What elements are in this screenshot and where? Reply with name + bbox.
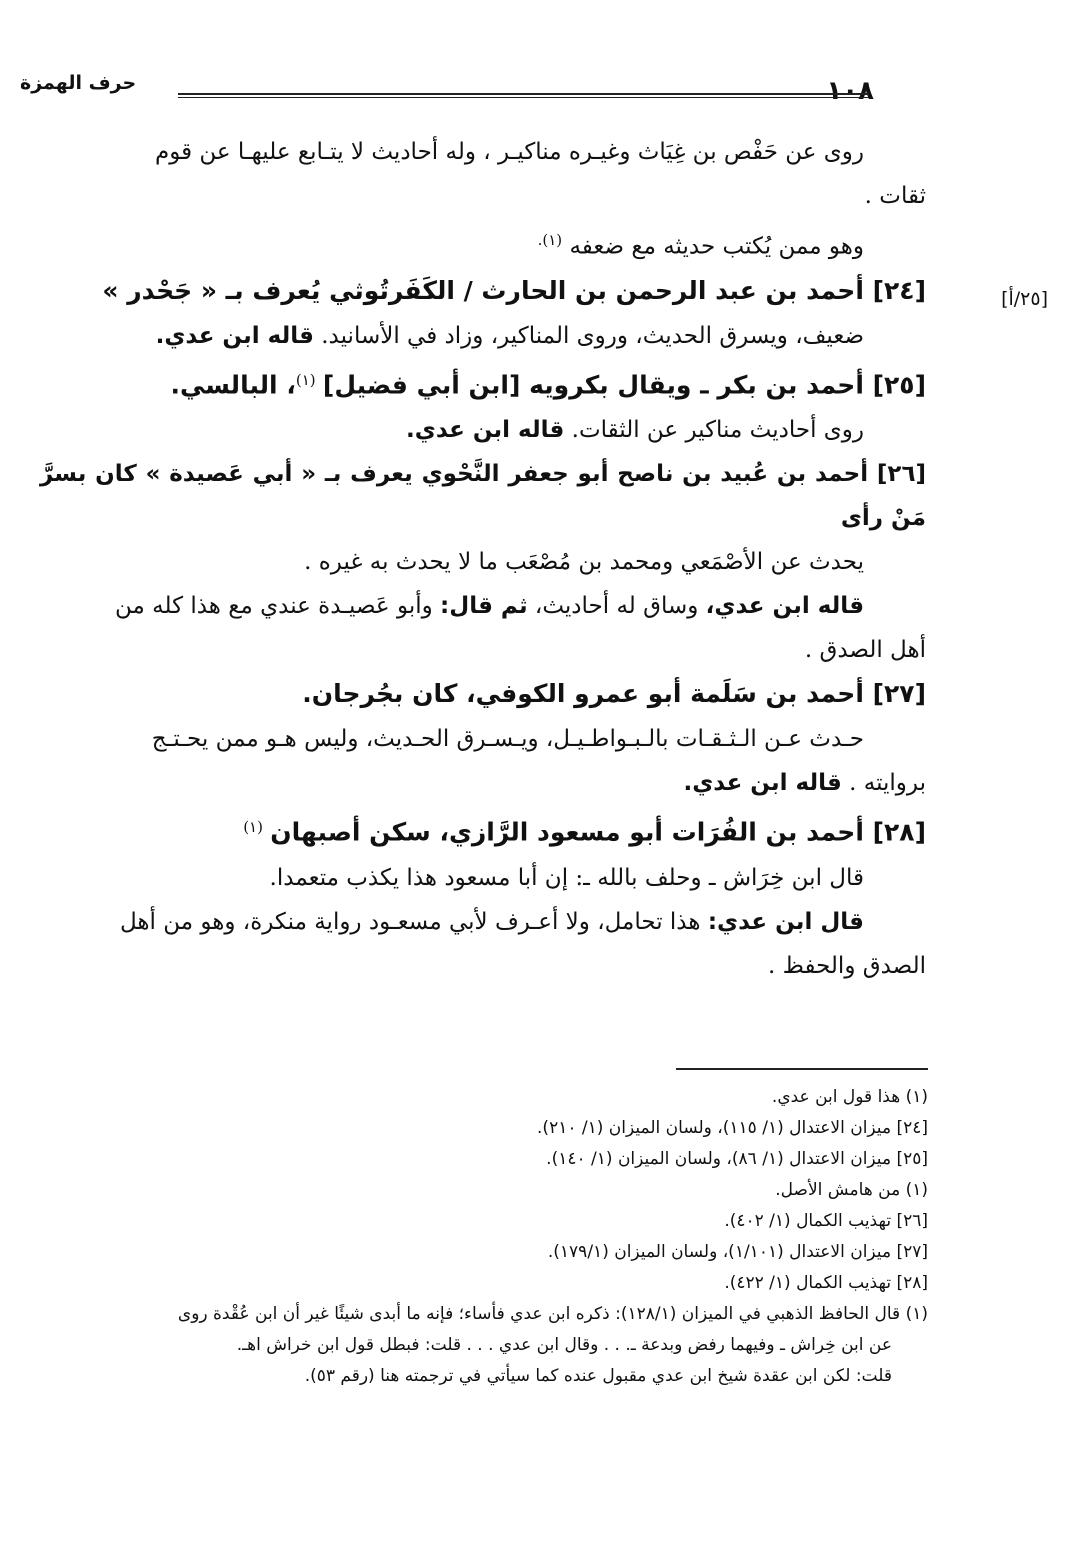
footnote: [٢٨] تهذيب الكمال (١/ ٤٢٢).	[724, 1273, 928, 1293]
paragraph-line	[40, 717, 926, 761]
entry-title: [٢٧] أحمد بن سَلَمة أبو عمرو الكوفي، كان بجُرجان.	[302, 679, 926, 709]
text-run: بروايته .	[849, 770, 926, 797]
footnote-continuation: قلت: لكن ابن عقدة شيخ ابن عدي مقبول عنده كما سيأتي في ترجمته هنا (رقم ٥٣).	[304, 1366, 892, 1386]
paragraph-line	[40, 130, 926, 174]
footnote: [٢٧] ميزان الاعتدال (١/١٠١)، ولسان الميزان (١٧٩/١).	[547, 1242, 928, 1262]
text-run: حـدث عـن الـثـقـات بالـبـواطـيـل، ويـسـرق الحـديث، وليس هـو ممن يحـتـج	[151, 726, 864, 753]
footnote-continuation: عن ابن خِراش ـ وفيهما رفض وبدعة ـ. . . وقال ابن عدي . . . قلت: فبطل قول ابن خراش اهـ.	[236, 1335, 892, 1355]
footnote: [٢٦] تهذيب الكمال (١/ ٤٠٢).	[724, 1211, 928, 1231]
paragraph-line	[40, 218, 926, 269]
attribution: قاله ابن عدي.	[406, 417, 565, 444]
paragraph-line	[40, 174, 926, 218]
footnote-ref: (١)	[243, 818, 263, 837]
paragraph-line	[40, 408, 926, 452]
text-run: الصدق والحفظ .	[767, 952, 926, 979]
attribution: قاله ابن عدي.	[155, 322, 314, 349]
footnote-separator	[676, 1068, 928, 1070]
text-run: هذا تحامل، ولا أعـرف لأبي مسعـود رواية منكرة، وهو من أهل	[119, 908, 701, 935]
entry-title-tail: ، البالسي.	[170, 370, 296, 400]
manuscript-folio-marker: [٢٥/أ]	[1001, 288, 1048, 310]
paragraph-line	[40, 540, 926, 584]
attribution: قال ابن عدي:	[707, 908, 864, 935]
running-head	[20, 66, 1064, 106]
footnote: (١) من هامش الأصل.	[775, 1180, 928, 1200]
entry-title: [٢٤] أحمد بن عبد الرحمن بن الحارث / الكَفَرتُوثي يُعرف بـ « جَحْدر »	[102, 275, 926, 305]
entry-heading-24	[40, 269, 926, 314]
entry-heading-25	[40, 358, 926, 409]
text-run: ثقات .	[864, 183, 926, 209]
footnotes	[40, 1082, 928, 1392]
text-run: وأبو عَصيـدة عندي مع هذا كله من	[115, 593, 433, 620]
footnote: (١) هذا قول ابن عدي.	[771, 1087, 928, 1107]
paragraph-line	[40, 944, 926, 988]
text-run: قال ابن خِرَاش ـ وحلف بالله ـ: إن أبا مسعود هذا يكذب متعمدا.	[269, 864, 864, 891]
text-run: يحدث عن الأصْمَعي ومحمد بن مُصْعَب ما لا يحدث به غيره .	[304, 549, 864, 576]
text-run: وساق له أحاديث،	[534, 593, 699, 620]
text-run: روى أحاديث مناكير عن الثقات.	[571, 417, 864, 444]
text-run: ضعيف، ويسرق الحديث، وروى المناكير، وزاد في الأسانيد.	[321, 322, 864, 349]
main-text	[40, 130, 926, 988]
paragraph-line	[40, 761, 926, 805]
entry-title: [٢٦] أحمد بن عُبيد بن ناصح أبو جعفر النَّحْوي يعرف بـ « أبي عَصيدة » كان بسرَّ مَنْ رأى	[40, 461, 926, 532]
attribution: ثم قال:	[440, 593, 528, 620]
text-run: أهل الصدق .	[804, 637, 926, 664]
attribution: قاله ابن عدي،	[705, 593, 864, 620]
page-number: ١٠٨	[826, 76, 874, 106]
entry-title: [٢٨] أحمد بن الفُرَات أبو مسعود الرَّازي، سكن أصبهان	[270, 817, 926, 847]
paragraph-line	[40, 314, 926, 358]
entry-heading-28	[40, 805, 926, 856]
entry-title: [٢٥] أحمد بن بكر ـ ويقال بكرويه [ابن أبي فضيل]	[322, 370, 926, 400]
footnote: [٢٤] ميزان الاعتدال (١/ ١١٥)، ولسان الميزان (١/ ٢١٠).	[537, 1118, 928, 1138]
section-title: حرف الهمزة	[20, 72, 137, 94]
paragraph-line	[40, 584, 926, 628]
paragraph-line	[40, 900, 926, 944]
paragraph-line	[40, 856, 926, 900]
text-run: روى عن حَفْص بن غِيَاث وغيـره مناكيـر ، وله أحاديث لا يتـابع عليهـا عن قوم	[154, 139, 864, 165]
entry-heading-27	[40, 672, 926, 717]
text-run: وهو ممن يُكتب حديثه مع ضعفه	[569, 233, 864, 260]
footnote-ref: (١).	[537, 231, 563, 249]
paragraph-line	[40, 628, 926, 672]
header-rule	[178, 93, 869, 98]
entry-heading-26	[40, 452, 926, 540]
footnote: (١) قال الحافظ الذهبي في الميزان (١٢٨/١): ذكره ابن عدي فأساء؛ فإنه ما أبدى شيئًا غير أن ابن عُقْدة روى	[177, 1304, 928, 1324]
footnote: [٢٥] ميزان الاعتدال (١/ ٨٦)، ولسان الميزان (١/ ١٤٠).	[546, 1149, 928, 1169]
footnote-ref: (١)	[295, 370, 316, 389]
attribution: قاله ابن عدي.	[683, 770, 842, 797]
